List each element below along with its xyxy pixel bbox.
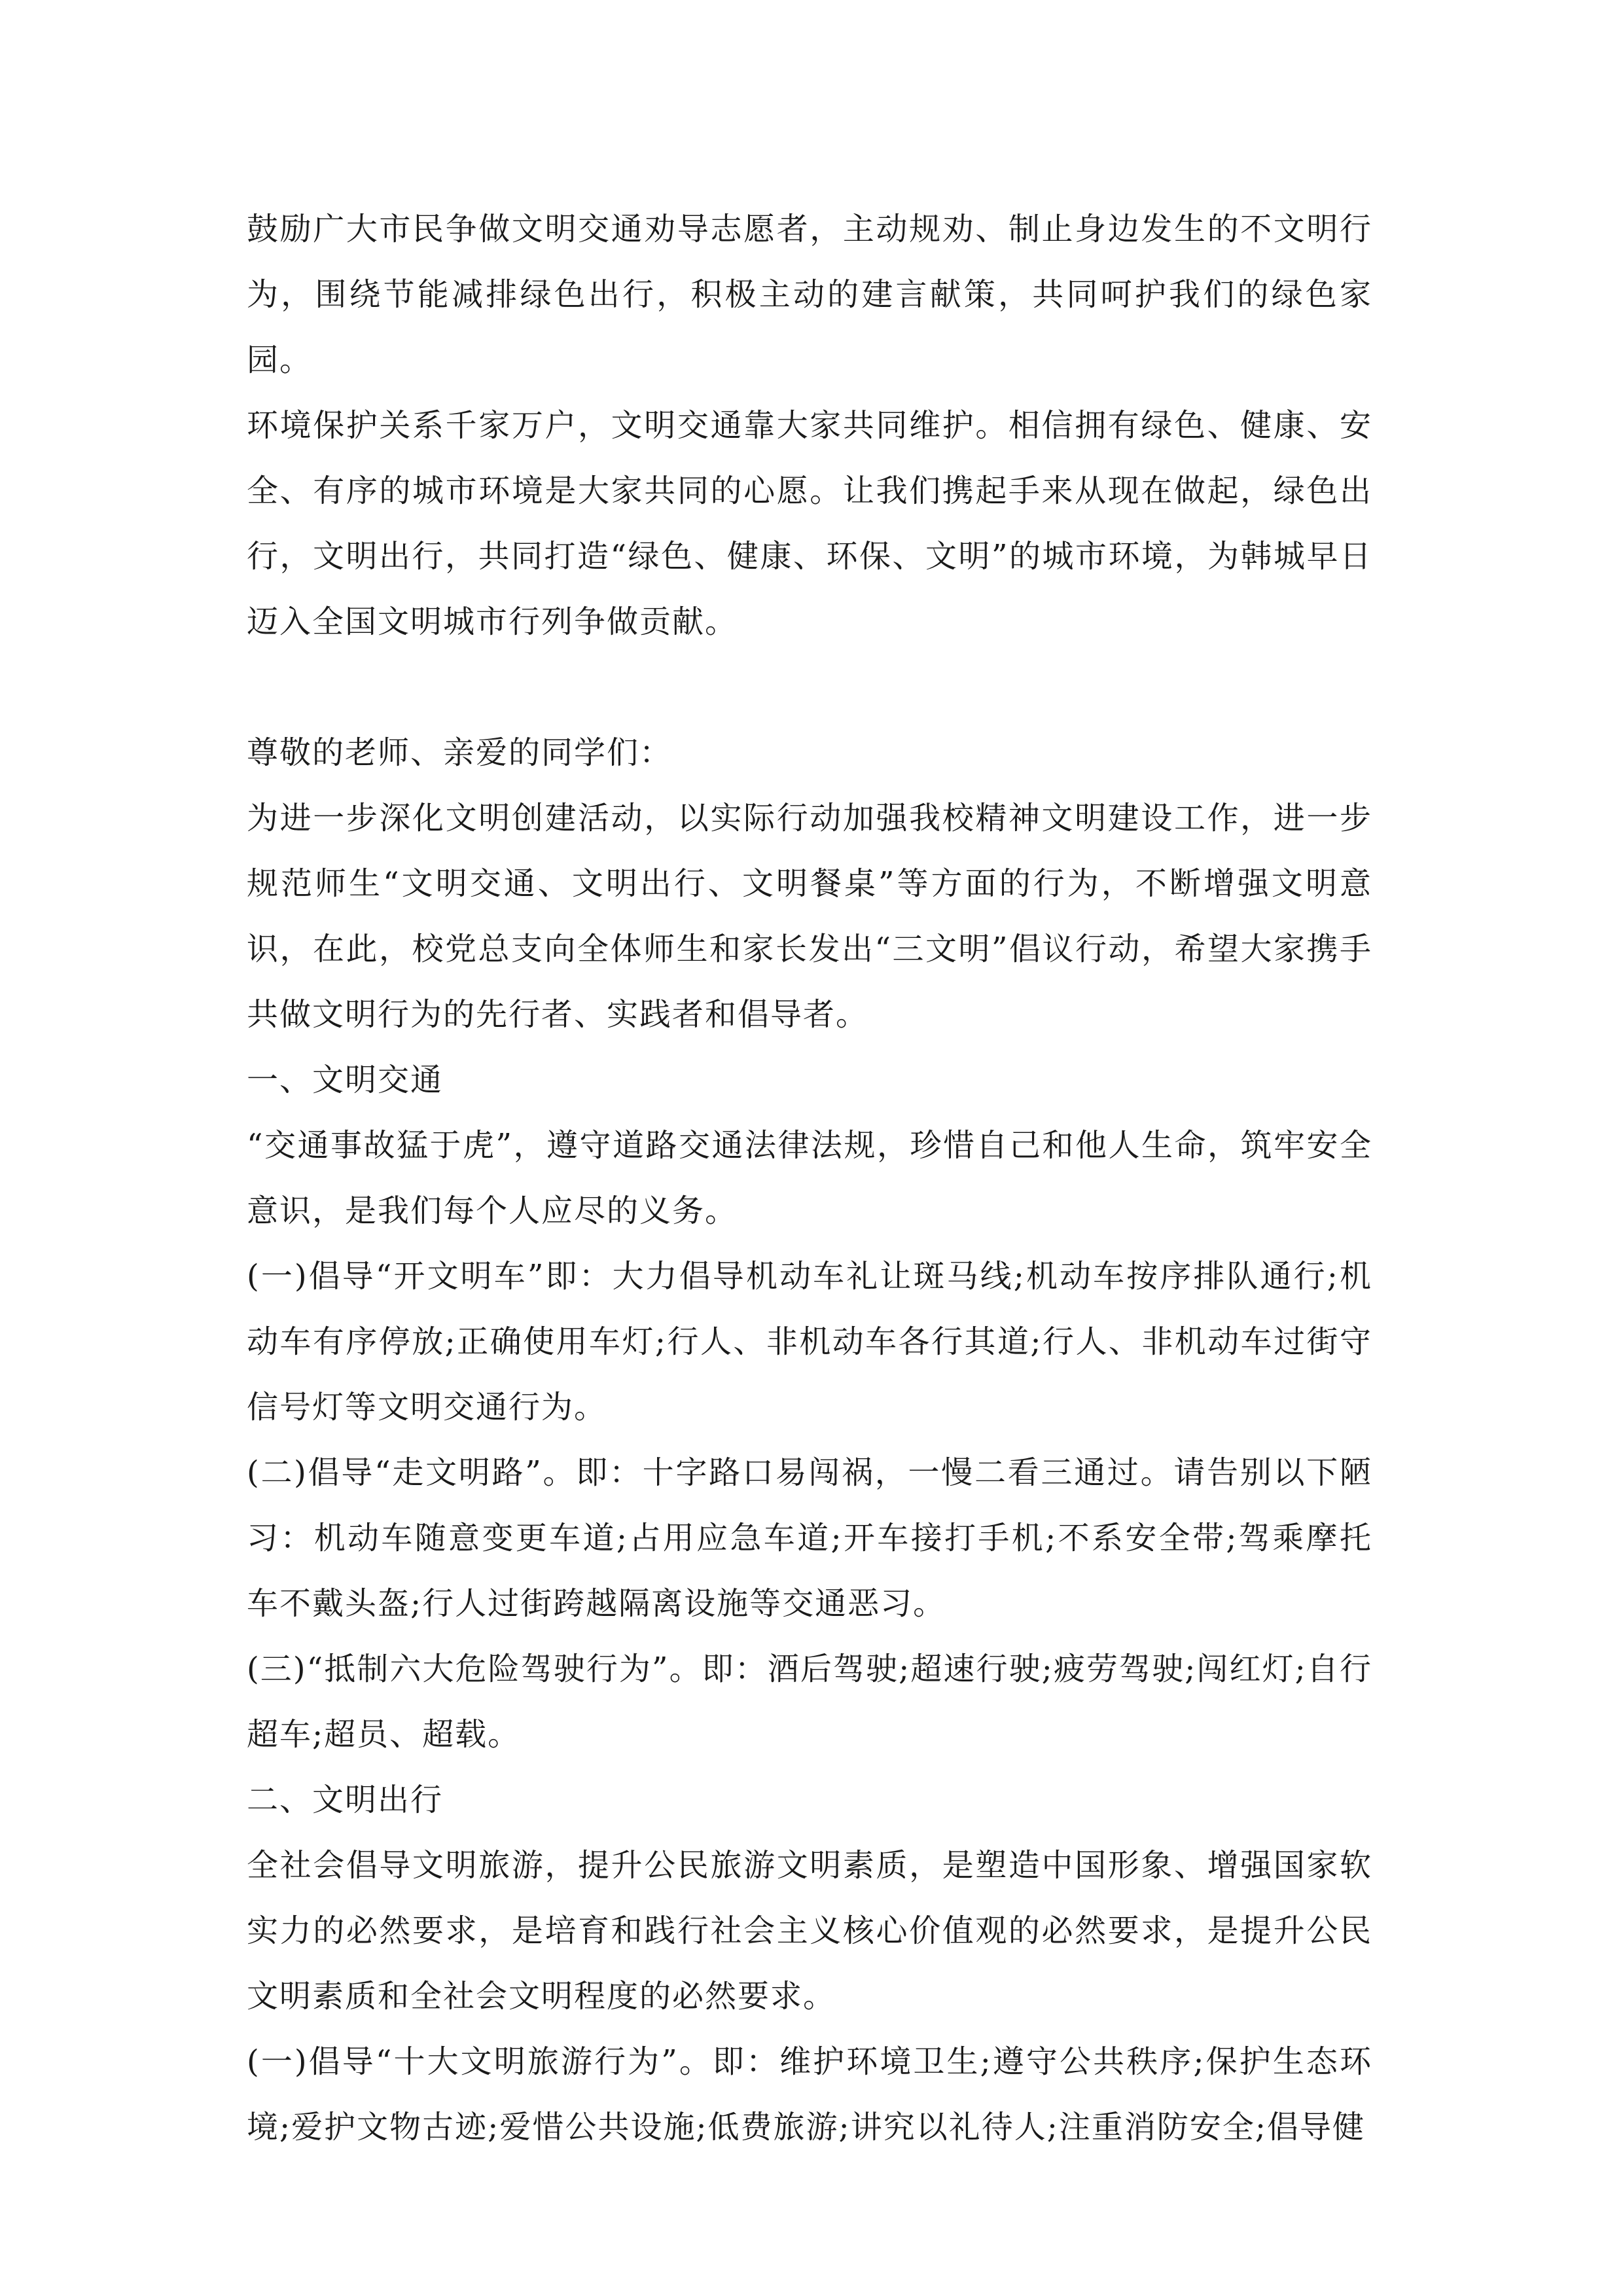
item-civilized-driving: (一)倡导“开文明车”即：大力倡导机动车礼让斑马线;机动车按序排队通行;机动车有序停放;正确使用车灯;行人、非机动车各行其道;行人、非机动车过街守信号灯等文明交通行为。	[247, 1258, 1372, 1426]
section-spacer	[247, 655, 1372, 720]
paragraph-volunteer: 鼓励广大市民争做文明交通劝导志愿者，主动规劝、制止身边发生的不文明行为，围绕节能减排绿色出行，积极主动的建言献策，共同呵护我们的绿色家园。	[247, 211, 1372, 378]
document-body	[247, 196, 1372, 2160]
heading-civilized-travel: 二、文明出行	[247, 1782, 444, 1818]
paragraph-environment: 环境保护关系千家万户，文明交通靠大家共同维护。相信拥有绿色、健康、安全、有序的城市环境是大家共同的心愿。让我们携起手来从现在做起，绿色出行，文明出行，共同打造“绿色、健康、环保、文明”的城市环境，为韩城早日迈入全国文明城市行列争做贡献。	[247, 407, 1372, 640]
paragraph-traffic-safety: “交通事故猛于虎”，遵守道路交通法律法规，珍惜自己和他人生命，筑牢安全意识，是我们每个人应尽的义务。	[247, 1127, 1372, 1229]
item-dangerous-driving: (三)“抵制六大危险驾驶行为”。即：酒后驾驶;超速行驶;疲劳驾驶;闯红灯;自行超车;超员、超载。	[247, 1651, 1372, 1753]
item-civilized-road: (二)倡导“走文明路”。即：十字路口易闯祸，一慢二看三通过。请告别以下陋习：机动车随意变更车道;占用应急车道;开车接打手机;不系安全带;驾乘摩托车不戴头盔;行人过街跨越隔离设施等交通恶习。	[247, 1454, 1372, 1622]
paragraph-civilized-tourism: 全社会倡导文明旅游，提升公民旅游文明素质，是塑造中国形象、增强国家软实力的必然要求，是培育和践行社会主义核心价值观的必然要求，是提升公民文明素质和全社会文明程度的必然要求。	[247, 1847, 1372, 2015]
heading-civilized-traffic: 一、文明交通	[247, 1062, 444, 1098]
item-tourism-behaviors: (一)倡导“十大文明旅游行为”。即：维护环境卫生;遵守公共秩序;保护生态环境;爱护文物古迹;爱惜公共设施;低费旅游;讲究以礼待人;注重消防安全;倡导健	[247, 2043, 1372, 2145]
salutation: 尊敬的老师、亲爱的同学们：	[247, 734, 673, 771]
paragraph-intro: 为进一步深化文明创建活动，以实际行动加强我校精神文明建设工作，进一步规范师生“文明交通、文明出行、文明餐桌”等方面的行为，不断增强文明意识，在此，校党总支向全体师生和家长发出“三文明”倡议行动，希望大家携手共做文明行为的先行者、实践者和倡导者。	[247, 800, 1372, 1033]
